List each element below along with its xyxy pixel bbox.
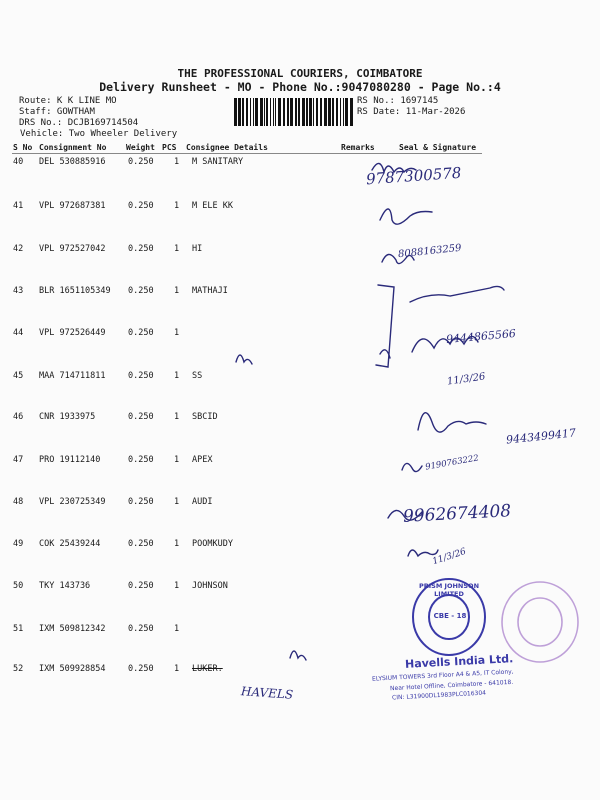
row-weight: 0.250 bbox=[128, 244, 154, 254]
row-consignee: SBCID bbox=[192, 412, 218, 422]
row-pcs: 1 bbox=[174, 201, 180, 211]
faint-stamp-inner bbox=[518, 598, 562, 646]
handwritten-phone-44: 9444865566 bbox=[445, 326, 517, 347]
handwritten-phone-46: 9443499417 bbox=[505, 426, 577, 447]
handwritten-phone-48: 9962674408 bbox=[402, 501, 512, 527]
signature-41 bbox=[380, 209, 432, 224]
handwritten-phone-40: 9787300578 bbox=[365, 163, 462, 189]
row-weight: 0.250 bbox=[128, 581, 154, 591]
row-consignment: VPL 972526449 bbox=[39, 328, 106, 338]
drs-number: DRS No.: DCJB169714504 bbox=[19, 118, 139, 128]
row-pcs: 1 bbox=[174, 497, 180, 507]
rs-date: RS Date: 11-Mar-2026 bbox=[357, 107, 466, 117]
row-pcs: 1 bbox=[174, 286, 180, 296]
signature-40 bbox=[372, 163, 416, 172]
row-pcs: 1 bbox=[174, 539, 180, 549]
row-weight: 0.250 bbox=[128, 455, 154, 465]
row-pcs: 1 bbox=[174, 244, 180, 254]
bracket-43 bbox=[376, 285, 394, 367]
row-consignment: MAA 714711811 bbox=[39, 371, 106, 381]
row-sno: 46 bbox=[13, 412, 24, 422]
signature-43 bbox=[410, 286, 504, 302]
row-consignment: DEL 530885916 bbox=[39, 157, 106, 167]
col-sno: S No bbox=[13, 143, 33, 152]
col-consignment: Consignment No bbox=[39, 143, 107, 152]
route-label: Route: K K LINE MO bbox=[19, 96, 117, 106]
row-consignee: M SANITARY bbox=[192, 157, 244, 167]
prism-stamp-text: PRISM JOHNSON LIMITED bbox=[418, 582, 480, 598]
row-weight: 0.250 bbox=[128, 371, 154, 381]
row-weight: 0.250 bbox=[128, 412, 154, 422]
handwritten-date-49: 11/3/26 bbox=[431, 546, 468, 568]
row-sno: 44 bbox=[13, 328, 24, 338]
row-weight: 0.250 bbox=[128, 497, 154, 507]
row-weight: 0.250 bbox=[128, 286, 154, 296]
row-consignment: CNR 1933975 bbox=[39, 412, 96, 422]
vehicle-label: Vehicle: Two Wheeler Delivery bbox=[20, 129, 178, 139]
runsheet-title: Delivery Runsheet - MO - Phone No.:9047080280 - Page No.:4 bbox=[99, 80, 501, 94]
row-consignee: POOMKUDY bbox=[192, 539, 233, 549]
signature-46 bbox=[418, 413, 486, 432]
faint-stamp-ring bbox=[502, 582, 578, 662]
row-consignee: MATHAJI bbox=[192, 286, 228, 296]
row-pcs: 1 bbox=[174, 455, 180, 465]
row-pcs: 1 bbox=[174, 328, 180, 338]
signature-42 bbox=[382, 254, 414, 263]
row-sno: 42 bbox=[13, 244, 24, 254]
havells-stamp-name: Havells India Ltd. bbox=[404, 652, 514, 671]
row-consignee: M ELE KK bbox=[192, 201, 233, 211]
row-pcs: 1 bbox=[174, 371, 180, 381]
row-consignment: COK 25439244 bbox=[39, 539, 101, 549]
row-pcs: 1 bbox=[174, 581, 180, 591]
row-consignee: HI bbox=[192, 244, 203, 254]
row-weight: 0.250 bbox=[128, 624, 154, 634]
signature-44 bbox=[412, 336, 478, 352]
col-consignee: Consignee Details bbox=[186, 143, 268, 152]
handwritten-havels: HAVELS bbox=[240, 684, 294, 702]
row-pcs: 1 bbox=[174, 157, 180, 167]
row-pcs: 1 bbox=[174, 412, 180, 422]
handwritten-phone-47: 9190763222 bbox=[424, 453, 480, 473]
row-consignee: AUDI bbox=[192, 497, 213, 507]
row-consignment: PRO 19112140 bbox=[39, 455, 101, 465]
company-title: THE PROFESSIONAL COURIERS, COIMBATORE bbox=[177, 67, 423, 80]
rs-number: RS No.: 1697145 bbox=[357, 96, 439, 106]
row-sno: 43 bbox=[13, 286, 24, 296]
row-weight: 0.250 bbox=[128, 201, 154, 211]
row-weight: 0.250 bbox=[128, 539, 154, 549]
initials-52 bbox=[290, 651, 306, 660]
row-sno: 51 bbox=[13, 624, 24, 634]
row-weight: 0.250 bbox=[128, 664, 154, 674]
row-consignee: APEX bbox=[192, 455, 213, 465]
signature-47 bbox=[402, 463, 422, 471]
havells-stamp-address-1: ELYSIUM TOWERS 3rd Floor A4 & A5, IT Colony, bbox=[371, 668, 514, 683]
row-sno: 45 bbox=[13, 371, 24, 381]
row-consignment: VPL 972527042 bbox=[39, 244, 106, 254]
row-consignment: VPL 230725349 bbox=[39, 497, 106, 507]
col-remarks: Remarks bbox=[341, 143, 375, 152]
row-consignment: VPL 972687381 bbox=[39, 201, 106, 211]
prism-stamp-code: CBE - 18 bbox=[433, 612, 467, 620]
row-sno: 48 bbox=[13, 497, 24, 507]
handwritten-date-45: 11/3/26 bbox=[446, 371, 487, 388]
col-pcs: PCS bbox=[162, 143, 177, 152]
row-sno: 50 bbox=[13, 581, 24, 591]
row-sno: 41 bbox=[13, 201, 24, 211]
row-pcs: 1 bbox=[174, 664, 180, 674]
staff-label: Staff: GOWTHAM bbox=[19, 107, 95, 117]
row-consignment: IXM 509928854 bbox=[39, 664, 106, 674]
handwritten-phone-42: 8088163259 bbox=[397, 242, 463, 261]
row-consignment: TKY 143736 bbox=[39, 581, 91, 591]
row-consignee: JOHNSON bbox=[192, 581, 228, 591]
havells-stamp-cin: CIN: L31900DL1983PLC016304 bbox=[391, 689, 487, 702]
row-consignment: IXM 509812342 bbox=[39, 624, 106, 634]
signature-49 bbox=[408, 550, 438, 556]
row-weight: 0.250 bbox=[128, 328, 154, 338]
col-seal: Seal & Signature bbox=[399, 143, 477, 152]
col-weight: Weight bbox=[126, 143, 155, 152]
row-sno: 49 bbox=[13, 539, 24, 549]
initials-44 bbox=[236, 355, 252, 364]
signature-48 bbox=[388, 510, 422, 520]
row-weight: 0.250 bbox=[128, 157, 154, 167]
row-consignment: BLR 1651105349 bbox=[39, 286, 111, 296]
row-sno: 52 bbox=[13, 664, 24, 674]
havells-stamp-address-2: Near Hotel Offline, Coimbatore - 641018. bbox=[389, 678, 514, 693]
row-sno: 40 bbox=[13, 157, 24, 167]
row-pcs: 1 bbox=[174, 624, 180, 634]
row-consignee: SS bbox=[192, 371, 203, 381]
row-sno: 47 bbox=[13, 455, 24, 465]
row-consignee: LUKER. bbox=[192, 664, 223, 674]
